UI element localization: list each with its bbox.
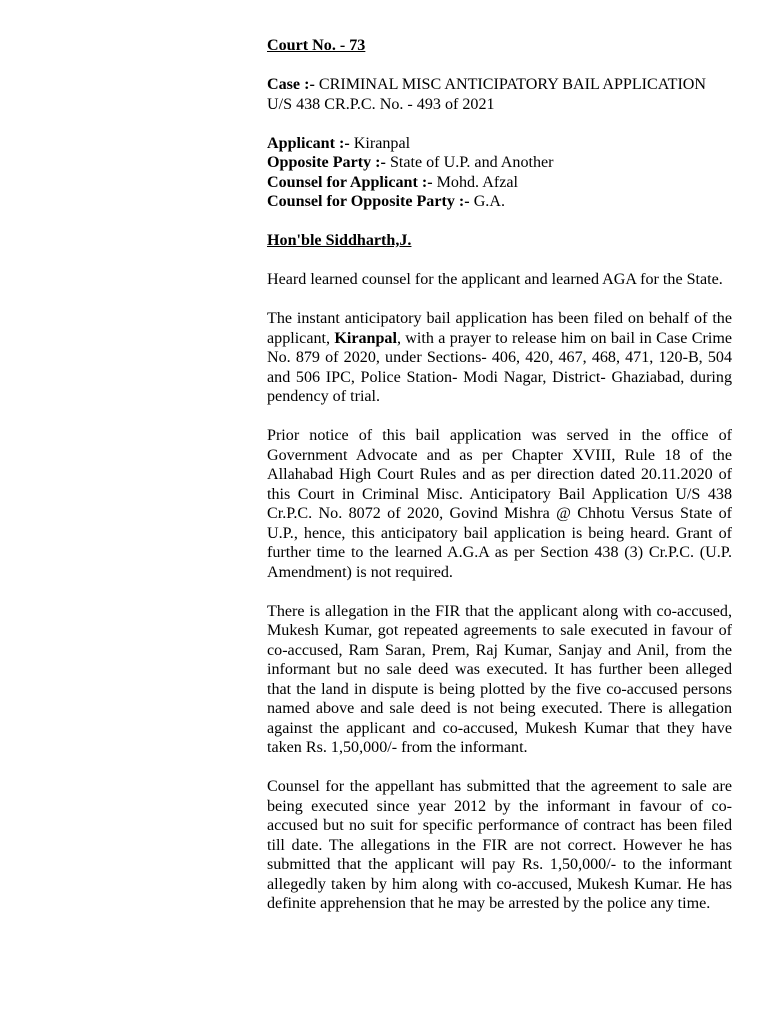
counsel-applicant-label: Counsel for Applicant :- (267, 173, 433, 191)
paragraph-3: Prior notice of this bail application was served in the office of Government Advocate and as per Chapter XVIII, Rule 18 of the Allahabad High Court Rules and as per direction dated 20.11.2020 of this Court in Criminal Misc. Anticipatory Bail Application U/S 438 Cr.P.C. No. 8072 of 2020, Govind Mishra @ Chhotu Versus State of U.P., hence, this anticipatory bail application is being heard. Grant of further time to the learned A.G.A as per Section 438 (3) Cr.P.C. (U.P. Amendment) is not required. (267, 427, 732, 581)
applicant-label: Applicant :- (267, 134, 350, 152)
judge-name (267, 231, 732, 251)
case-line (267, 75, 732, 114)
paragraph-2-before: The instant anticipatory bail application has been filed on behalf of the applicant, (267, 310, 732, 347)
paragraph-5: Counsel for the appellant has submitted that the agreement to sale are being executed since year 2012 by the informant in favour of co-accused but no suit for specific performance of contract has been filed till date. The allegations in the FIR are not correct. However he has submitted that the applicant will pay Rs. 1,50,000/- to the informant allegedly taken by him along with co-accused, Mukesh Kumar. He has definite apprehension that he may be arrested by the police any time. (267, 778, 732, 912)
paragraph-2 (267, 309, 732, 407)
opposite-party-line (267, 153, 732, 173)
parties-block (267, 134, 732, 212)
counsel-opposite-label: Counsel for Opposite Party :- (267, 193, 470, 210)
judge-name-text: Hon'ble Siddharth,J. (267, 232, 412, 249)
court-number (267, 36, 732, 56)
paragraph-4: There is allegation in the FIR that the applicant along with co-accused, Mukesh Kumar, got repeated agreements to sale executed in favour of co-accused, Ram Saran, Prem, Raj Kumar, Sanjay and Anil, from the informant but no sale deed was executed. It has further been alleged that the land in dispute is being plotted by the five co-accused persons named above and sale deed is not being executed. There is allegation against the applicant and co-accused, Mukesh Kumar that they have taken Rs. 1,50,000/- from the informant. (267, 602, 732, 756)
applicant-value: Kiranpal (353, 134, 411, 152)
counsel-applicant-line (267, 173, 732, 193)
court-number-text: Court No. - 73 (267, 37, 366, 54)
document-page (267, 36, 732, 933)
counsel-applicant-value: Mohd. Afzal (436, 173, 518, 191)
case-text: CRIMINAL MISC ANTICIPATORY BAIL APPLICATION U/S 438 CR.P.C. No. - 493 of 2021 (267, 76, 707, 113)
counsel-opposite-line (267, 192, 732, 212)
paragraph-1: Heard learned counsel for the applicant and learned AGA for the State. (267, 271, 723, 288)
counsel-opposite-value: G.A. (473, 193, 505, 210)
applicant-line (267, 134, 732, 154)
opposite-party-value: State of U.P. and Another (389, 154, 554, 171)
paragraph-2-after: , with a prayer to release him on bail in Case Crime No. 879 of 2020, under Sections- 406, 420, 467, 468, 471, 120-B, 504 and 506 IPC, Police Station- Modi Nagar, District- Ghaziabad, during pendency of trial. (267, 329, 732, 405)
opposite-party-label: Opposite Party :- (267, 154, 386, 171)
applicant-name-bold: Kiranpal (334, 329, 397, 347)
case-label: Case :- (267, 76, 315, 93)
